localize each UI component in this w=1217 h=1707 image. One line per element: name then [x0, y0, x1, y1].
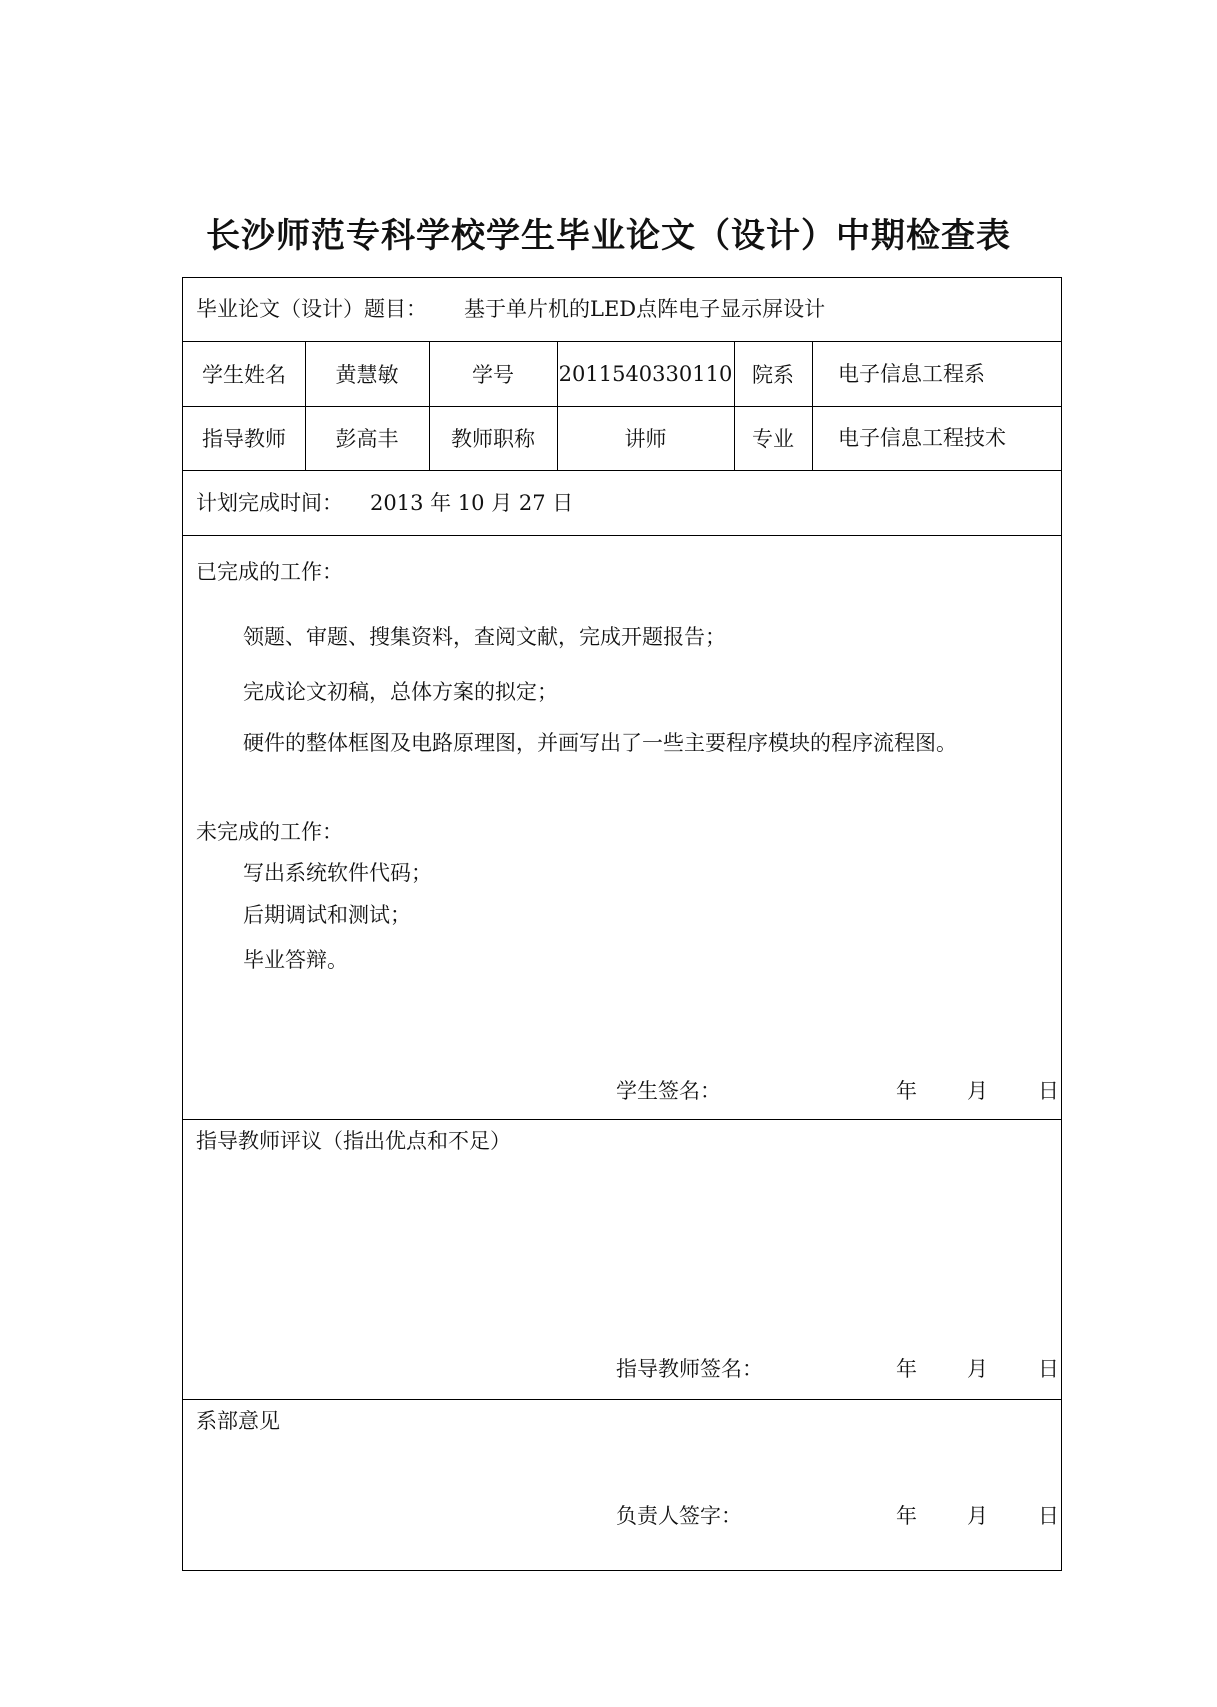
done-item[interactable]: 完成论文初稿，总体方案的拟定；: [243, 680, 558, 704]
responsible-signature-label: 负责人签字：: [616, 1504, 742, 1528]
todo-item[interactable]: 后期调试和测试；: [243, 903, 411, 927]
student-name-value[interactable]: 黄慧敏: [335, 362, 399, 387]
todo-heading: 未完成的工作：: [196, 820, 343, 844]
date-day: 日: [1038, 1504, 1059, 1528]
advisor-rank-label: 教师职称: [451, 427, 535, 451]
date-day: 日: [1038, 1357, 1059, 1381]
date-month: 月: [967, 1079, 988, 1103]
todo-item[interactable]: 毕业答辩。: [243, 948, 348, 972]
department-label: 院系: [752, 362, 794, 387]
page-title: 长沙师范专科学校学生毕业论文（设计）中期检查表: [206, 216, 1011, 256]
student-name-label: 学生姓名: [202, 362, 286, 387]
dept-opinion-heading: 系部意见: [196, 1409, 280, 1433]
advisor-comment-heading: 指导教师评议（指出优点和不足）: [196, 1129, 511, 1153]
topic-value[interactable]: 基于单片机的LED点阵电子显示屏设计: [464, 297, 826, 321]
topic-label: 毕业论文（设计）题目：: [196, 297, 427, 321]
plan-value[interactable]: 2013 年 10 月 27 日: [370, 491, 574, 515]
advisor-signature-label: 指导教师签名：: [616, 1357, 763, 1381]
major-value[interactable]: 电子信息工程技术: [838, 426, 1006, 450]
done-item[interactable]: 领题、审题、搜集资料，查阅文献，完成开题报告；: [243, 625, 726, 649]
advisor-rank-value[interactable]: 讲师: [624, 427, 667, 451]
row-divider: [183, 1399, 1061, 1400]
inspection-form: [182, 277, 1062, 1571]
col-divider: [812, 341, 813, 470]
student-id-value[interactable]: 2011540330110: [558, 361, 733, 386]
advisor-value[interactable]: 彭高丰: [335, 427, 399, 451]
major-label: 专业: [752, 427, 794, 451]
done-item[interactable]: 硬件的整体框图及电路原理图，并画写出了一些主要程序模块的程序流程图。: [243, 731, 957, 755]
date-year: 年: [896, 1357, 917, 1381]
date-month: 月: [967, 1504, 988, 1528]
student-signature-label: 学生签名：: [616, 1079, 721, 1103]
date-day: 日: [1038, 1079, 1059, 1103]
plan-label: 计划完成时间：: [196, 491, 343, 515]
todo-item[interactable]: 写出系统软件代码；: [243, 861, 432, 885]
advisor-label: 指导教师: [202, 427, 286, 451]
date-year: 年: [896, 1079, 917, 1103]
department-value[interactable]: 电子信息工程系: [838, 362, 985, 386]
date-month: 月: [967, 1357, 988, 1381]
row-divider: [183, 470, 1061, 471]
done-heading: 已完成的工作：: [196, 560, 343, 584]
row-divider: [183, 1119, 1061, 1120]
row-divider: [183, 535, 1061, 536]
student-id-label: 学号: [472, 362, 514, 387]
date-year: 年: [896, 1504, 917, 1528]
